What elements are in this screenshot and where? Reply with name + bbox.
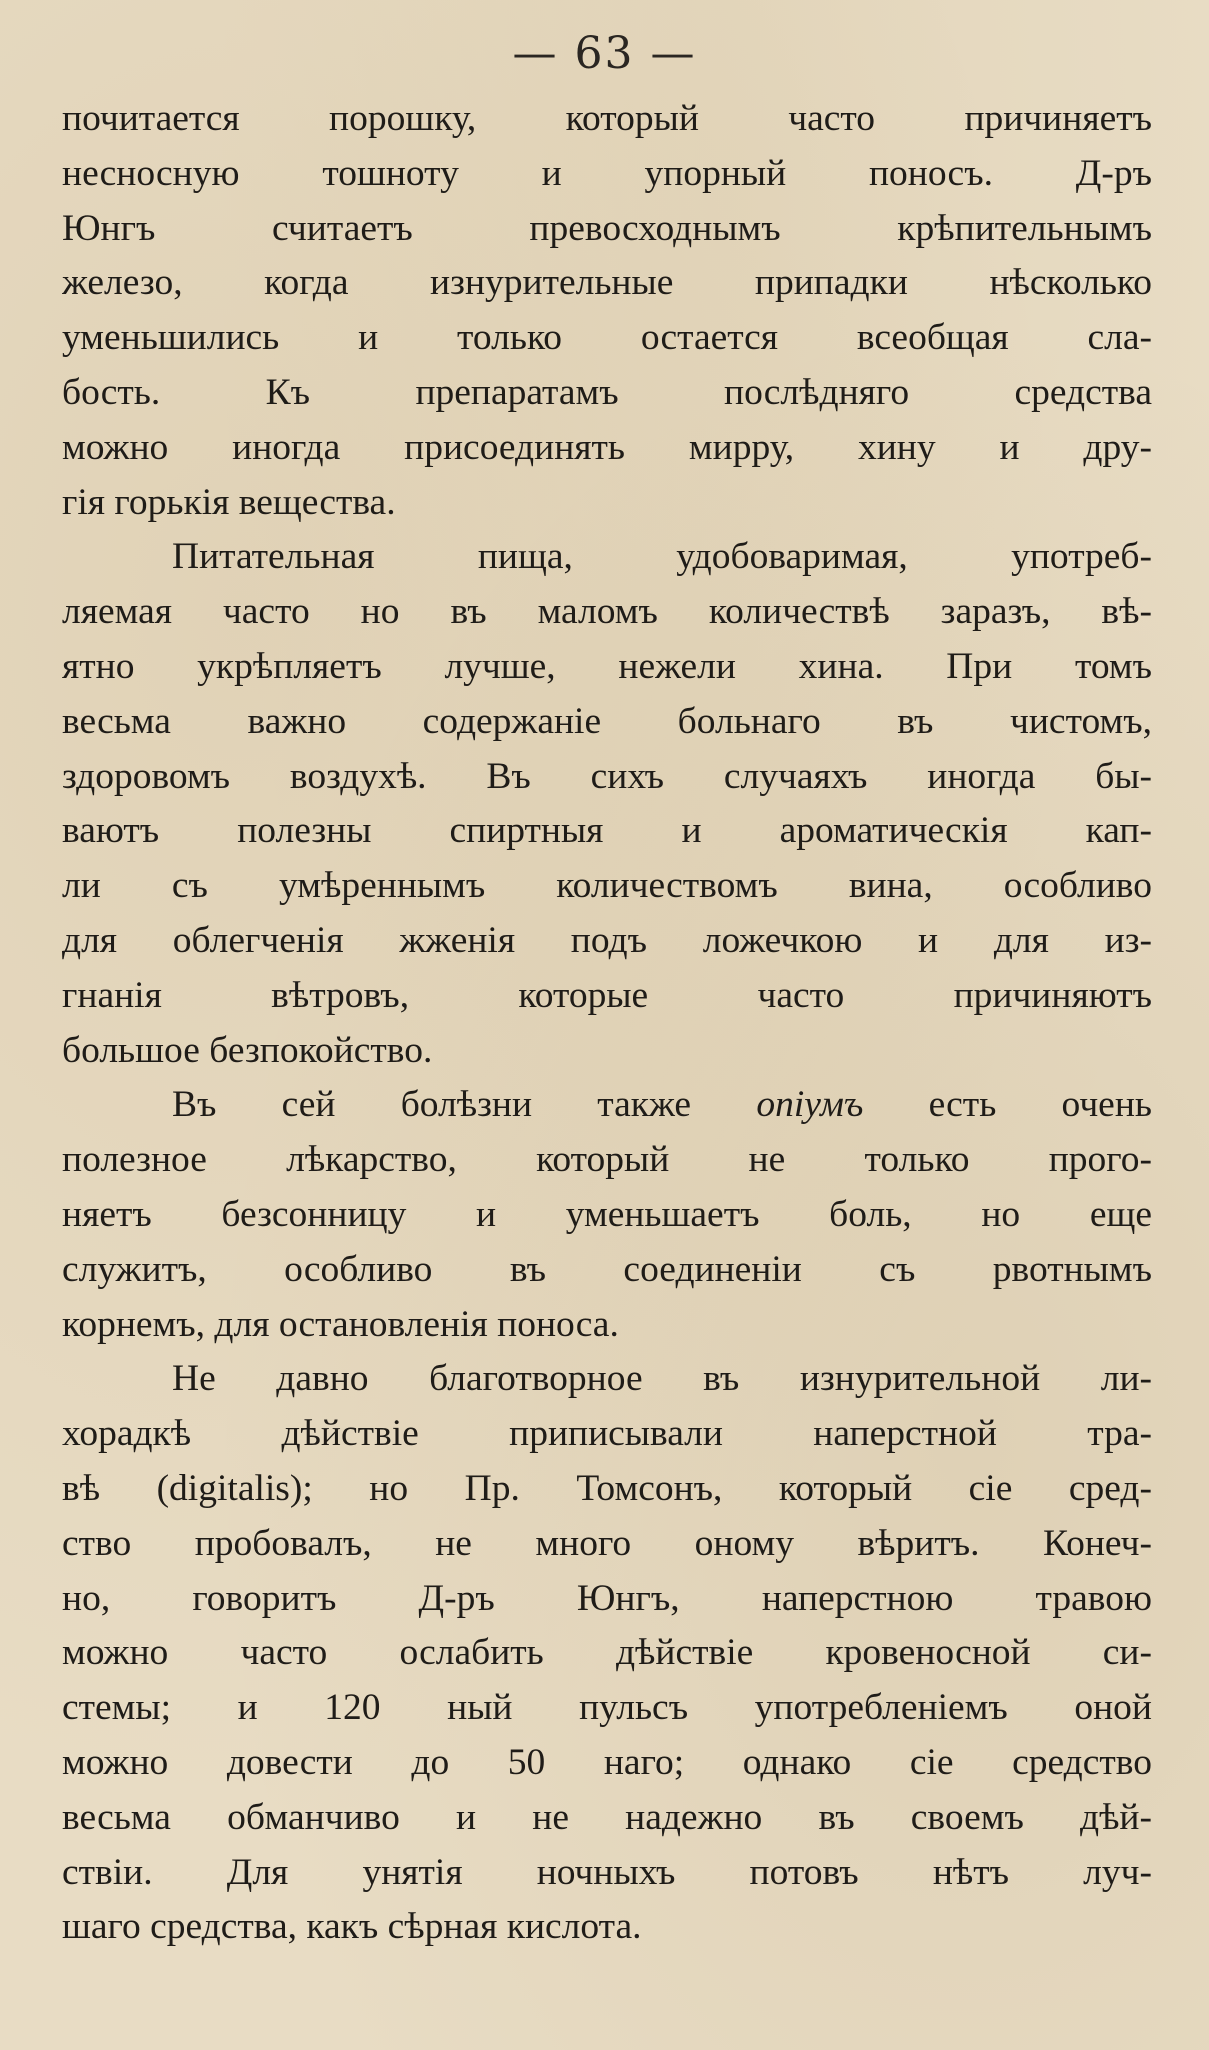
text-line: ствіи. Для унятія ночныхъ потовъ нѣтъ луч- (62, 1851, 1152, 1893)
text-line: ляемая часто но въ маломъ количествѣ заразъ, вѣ- (62, 591, 1152, 633)
text-line: корнемъ, для остановленія поноса. (62, 1303, 619, 1345)
text-line: служитъ, особливо въ соединеніи съ рвотнымъ (62, 1248, 1152, 1290)
text-line: можно иногда присоединять мирру, хину и дру- (62, 426, 1152, 468)
text-line: стемы; и 120 ный пульсъ употребленіемъ оной (62, 1687, 1152, 1729)
text-line: ли съ умѣреннымъ количествомъ вина, особливо (62, 865, 1152, 907)
text-line: уменьшились и только остается всеобщая сла- (62, 317, 1152, 359)
text-line: ятно укрѣпляетъ лучше, нежели хина. При томъ (62, 645, 1152, 687)
text-line: бость. Къ препаратамъ послѣдняго средства (62, 371, 1152, 413)
text-line: хорадкѣ дѣйствіе приписывали наперстной тра- (62, 1413, 1152, 1455)
text-line: шаго средства, какъ сѣрная кислота. (62, 1906, 642, 1948)
body-text (62, 92, 1152, 1955)
text-line: гія горькія вещества. (62, 481, 396, 523)
text-line (62, 1078, 1152, 1133)
text-line: для облегченія жженія подъ ложечкою и для из- (62, 919, 1152, 961)
text-line: можно довести до 50 наго; однако сіе средство (62, 1741, 1152, 1783)
text-line: но, говоритъ Д-ръ Юнгъ, наперстною травою (62, 1577, 1152, 1619)
text-line: весьма обманчиво и не надежно въ своемъ дѣй- (62, 1796, 1152, 1838)
page-number: — 63 — (512, 28, 697, 79)
text-line: ваютъ полезны спиртныя и ароматическія кап- (62, 810, 1152, 852)
text-line: большое безпокойство. (62, 1029, 433, 1071)
text-line: гнанія вѣтровъ, которые часто причиняютъ (62, 974, 1152, 1016)
text-line: несносную тошноту и упорный поносъ. Д-ръ (62, 152, 1152, 194)
text-line: весьма важно содержаніе больнаго въ чистомъ, (62, 700, 1152, 742)
text-line: ство пробовалъ, не много оному вѣритъ. Конеч- (62, 1522, 1152, 1564)
text-line: здоровомъ воздухѣ. Въ сихъ случаяхъ иногда бы- (62, 755, 1152, 797)
text-line: Питательная пища, удобоваримая, употреб- (172, 536, 1152, 578)
text-line: Не давно благотворное въ изнурительной ли- (172, 1358, 1152, 1400)
text-line: няетъ безсонницу и уменьшаетъ боль, но еще (62, 1193, 1152, 1235)
text-segment: Въ сей болѣзни также (172, 1084, 757, 1126)
text-line: железо, когда изнурительные припадки нѣсколько (62, 262, 1152, 304)
text-line: можно часто ослабить дѣйствіе кровеносной си- (62, 1632, 1152, 1674)
text-line: полезное лѣкарство, который не только прого- (62, 1139, 1152, 1181)
text-line: Юнгъ считаетъ превосходнымъ крѣпительнымъ (62, 207, 1152, 249)
text-segment: есть очень (863, 1084, 1152, 1126)
text-line: вѣ (digitalis); но Пр. Томсонъ, который сіе сред- (62, 1467, 1152, 1509)
text-line: почитается порошку, который часто причиняетъ (62, 98, 1152, 139)
italic-term: опіумъ (756, 1084, 864, 1126)
